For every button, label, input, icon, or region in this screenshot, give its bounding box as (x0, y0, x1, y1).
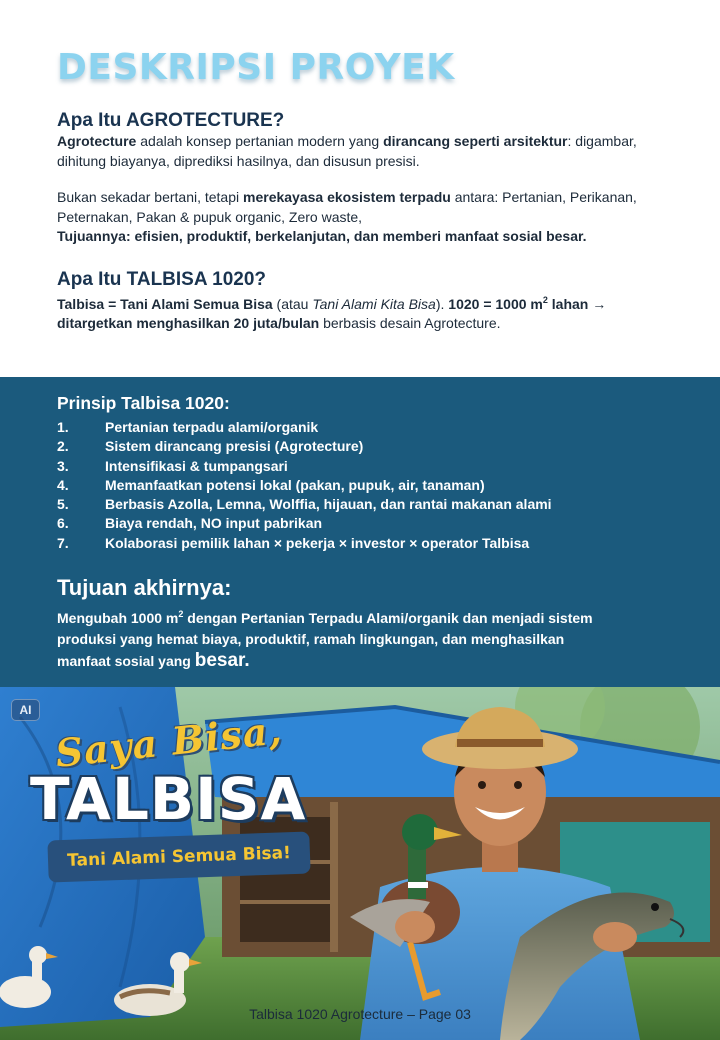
project-description-section (0, 0, 720, 377)
item-number: 1. (57, 419, 69, 435)
goal-paragraph (57, 604, 617, 672)
principles-band (0, 377, 720, 687)
ai-generated-badge: AI (11, 699, 40, 721)
item-number: 2. (57, 438, 69, 455)
item-number: 5. (57, 496, 69, 513)
talbisa-paragraph (57, 291, 657, 334)
list-item (57, 457, 720, 476)
agrotecture-paragraph-1 (57, 132, 657, 171)
goal-big-word: besar. (194, 650, 250, 672)
principles-heading: Prinsip Talbisa 1020: (57, 393, 230, 413)
text-segment: dengan Pertanian Terpadu Alami/organik dan menjadi sistem produksi yang hemat biaya, produktif, ramah lingkungan, dan menghasilkan manfaat sosial yang (57, 610, 593, 670)
text-segment: : digambar, dihitung biayanya, diprediksi hasilnya, dan disusun presisi. (57, 133, 637, 169)
text-segment: berbasis desain Agrotecture. (319, 315, 501, 331)
text-segment: Mengubah 1000 m (57, 610, 179, 627)
agrotecture-heading: Apa Itu AGROTECTURE? (57, 110, 285, 131)
page-title: DESKRIPSI PROYEK (57, 47, 455, 88)
text-segment: adalah konsep pertanian modern yang (136, 133, 384, 149)
slogan-saya-bisa: Saya Bisa, (53, 707, 285, 776)
item-text: Berbasis Azolla, Lemna, Wolffia, hijauan, dan rantai makanan alami (105, 496, 552, 513)
text-segment: (atau (272, 295, 313, 312)
agrotecture-paragraph-2 (57, 188, 657, 247)
alt-name: Tani Alami Kita Bisa (312, 295, 436, 312)
list-item (57, 514, 720, 533)
talbisa-heading: Apa Itu TALBISA 1020? (57, 268, 267, 290)
principles-list (57, 418, 720, 553)
item-text: Memanfaatkan potensi lokal (pakan, pupuk, air, tanaman) (105, 476, 485, 493)
item-number: 3. (57, 457, 69, 474)
item-text: Intensifikasi & tumpangsari (105, 457, 288, 474)
area-definition: 1020 = 1000 m (448, 295, 543, 312)
superscript: 2 (542, 294, 548, 305)
item-text: Sistem dirancang presisi (Agrotecture) (105, 438, 364, 455)
list-item (57, 534, 720, 553)
talbisa-definition: Talbisa = Tani Alami Semua Bisa (57, 295, 273, 312)
tagline-text: Tani Alami Semua Bisa! (66, 843, 292, 871)
text-segment: antara: Pertanian, Perikanan, Peternakan, Pakan & pupuk organic, Zero waste, (57, 189, 637, 225)
item-text: Pertanian terpadu alami/organik (105, 419, 319, 435)
target-text: lahan → ditargetkan menghasilkan 20 juta/bulan (57, 295, 607, 331)
emphasis-text: dirancang seperti arsitektur (383, 133, 568, 149)
list-item (57, 476, 720, 495)
page-footer: Talbisa 1020 Agrotecture – Page 03 (249, 1006, 471, 1022)
goal-heading: Tujuan akhirnya: (57, 575, 232, 601)
item-text: Biaya rendah, NO input pabrikan (105, 515, 323, 532)
list-item (57, 437, 720, 456)
goal-emphasis: Tujuannya: efisien, produktif, berkelanjutan, dan memberi manfaat sosial besar. (57, 228, 587, 244)
text-segment: ). (435, 295, 449, 312)
item-number: 7. (57, 534, 69, 551)
list-item (57, 495, 720, 514)
list-item (57, 418, 720, 437)
superscript: 2 (178, 609, 184, 620)
item-number: 6. (57, 515, 69, 532)
emphasis-text: merekayasa ekosistem terpadu (243, 189, 451, 205)
slogan-talbisa: TALBISA (30, 765, 307, 833)
text-segment: Bukan sekadar bertani, tetapi (57, 189, 244, 205)
item-text: Kolaborasi pemilik lahan × pekerja × investor × operator Talbisa (105, 534, 530, 551)
item-number: 4. (57, 476, 69, 493)
farmer-illustration (0, 687, 720, 1040)
agrotecture-term: Agrotecture (57, 133, 137, 149)
